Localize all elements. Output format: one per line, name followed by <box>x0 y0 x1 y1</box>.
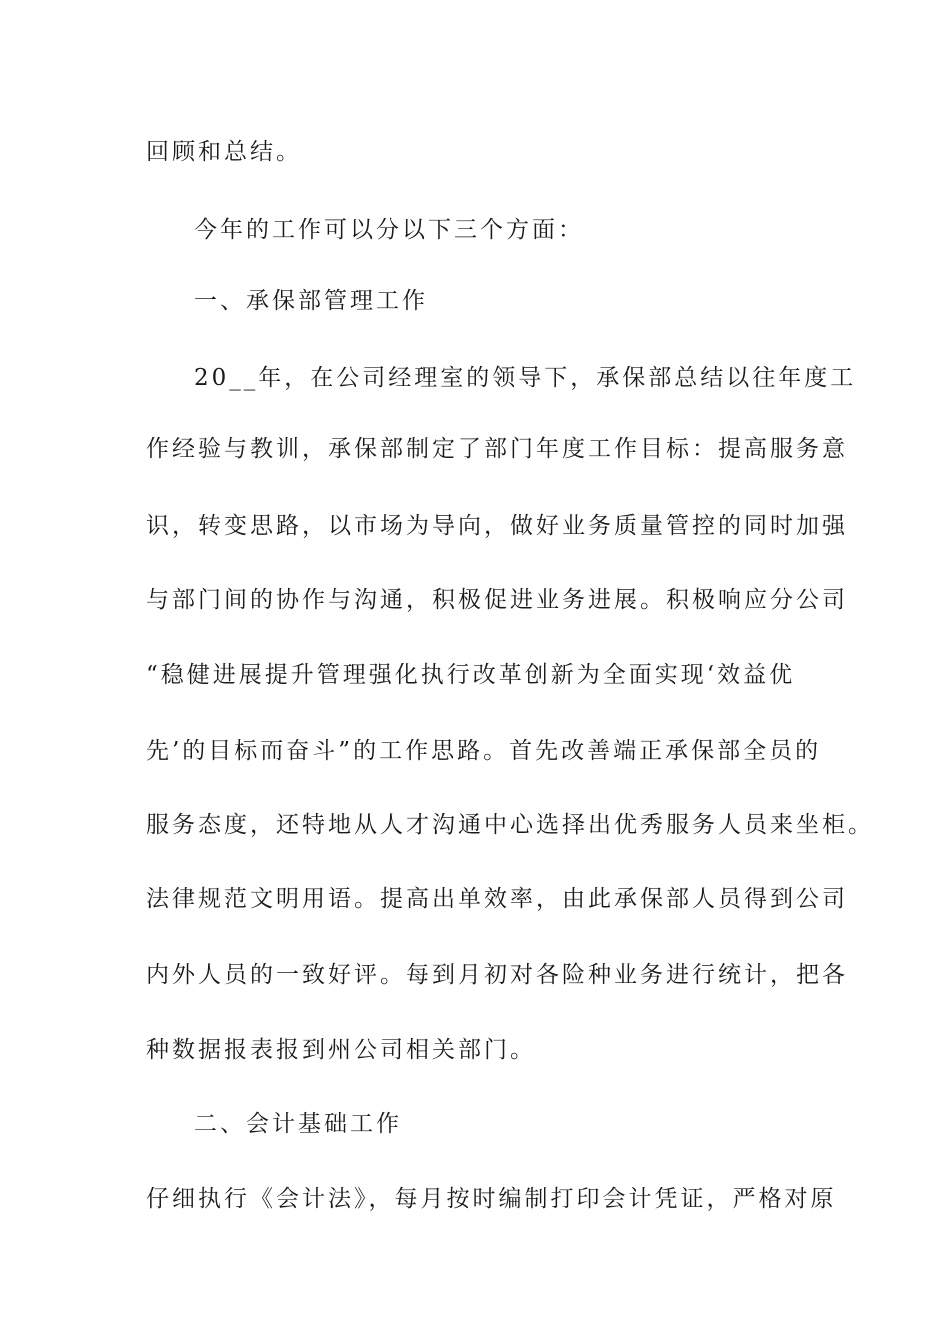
section-heading: 一、承保部管理工作 <box>194 288 428 314</box>
text-line: 回顾和总结。 <box>146 139 302 165</box>
text-line: 服务态度，还特地从人才沟通中心选择出优秀服务人员来坐柜。 <box>146 812 874 838</box>
text-line: 与部门间的协作与沟通，积极促进业务进展。积极响应分公司 <box>146 587 848 613</box>
text-line: 今年的工作可以分以下三个方面： <box>194 217 584 243</box>
text-line: 种数据报表报到州公司相关部门。 <box>146 1037 536 1063</box>
text-line: 先’的目标而奋斗”的工作思路。首先改善端正承保部全员的 <box>146 738 822 764</box>
text-line: “稳健进展提升管理强化执行改革创新为全面实现‘效益优 <box>146 662 796 688</box>
text-line: 内外人员的一致好评。每到月初对各险种业务进行统计，把各 <box>146 962 848 988</box>
text-line: 仔细执行《会计法》，每月按时编制打印会计凭证，严格对原 <box>146 1186 837 1212</box>
text-line: 20__年，在公司经理室的领导下，承保部总结以往年度工 <box>194 365 857 391</box>
text-line: 作经验与教训，承保部制定了部门年度工作目标：提高服务意 <box>146 436 848 462</box>
section-heading: 二、会计基础工作 <box>194 1111 402 1137</box>
text-line: 识，转变思路，以市场为导向，做好业务质量管控的同时加强 <box>146 513 848 539</box>
text-line: 法律规范文明用语。提高出单效率，由此承保部人员得到公司 <box>146 886 848 912</box>
